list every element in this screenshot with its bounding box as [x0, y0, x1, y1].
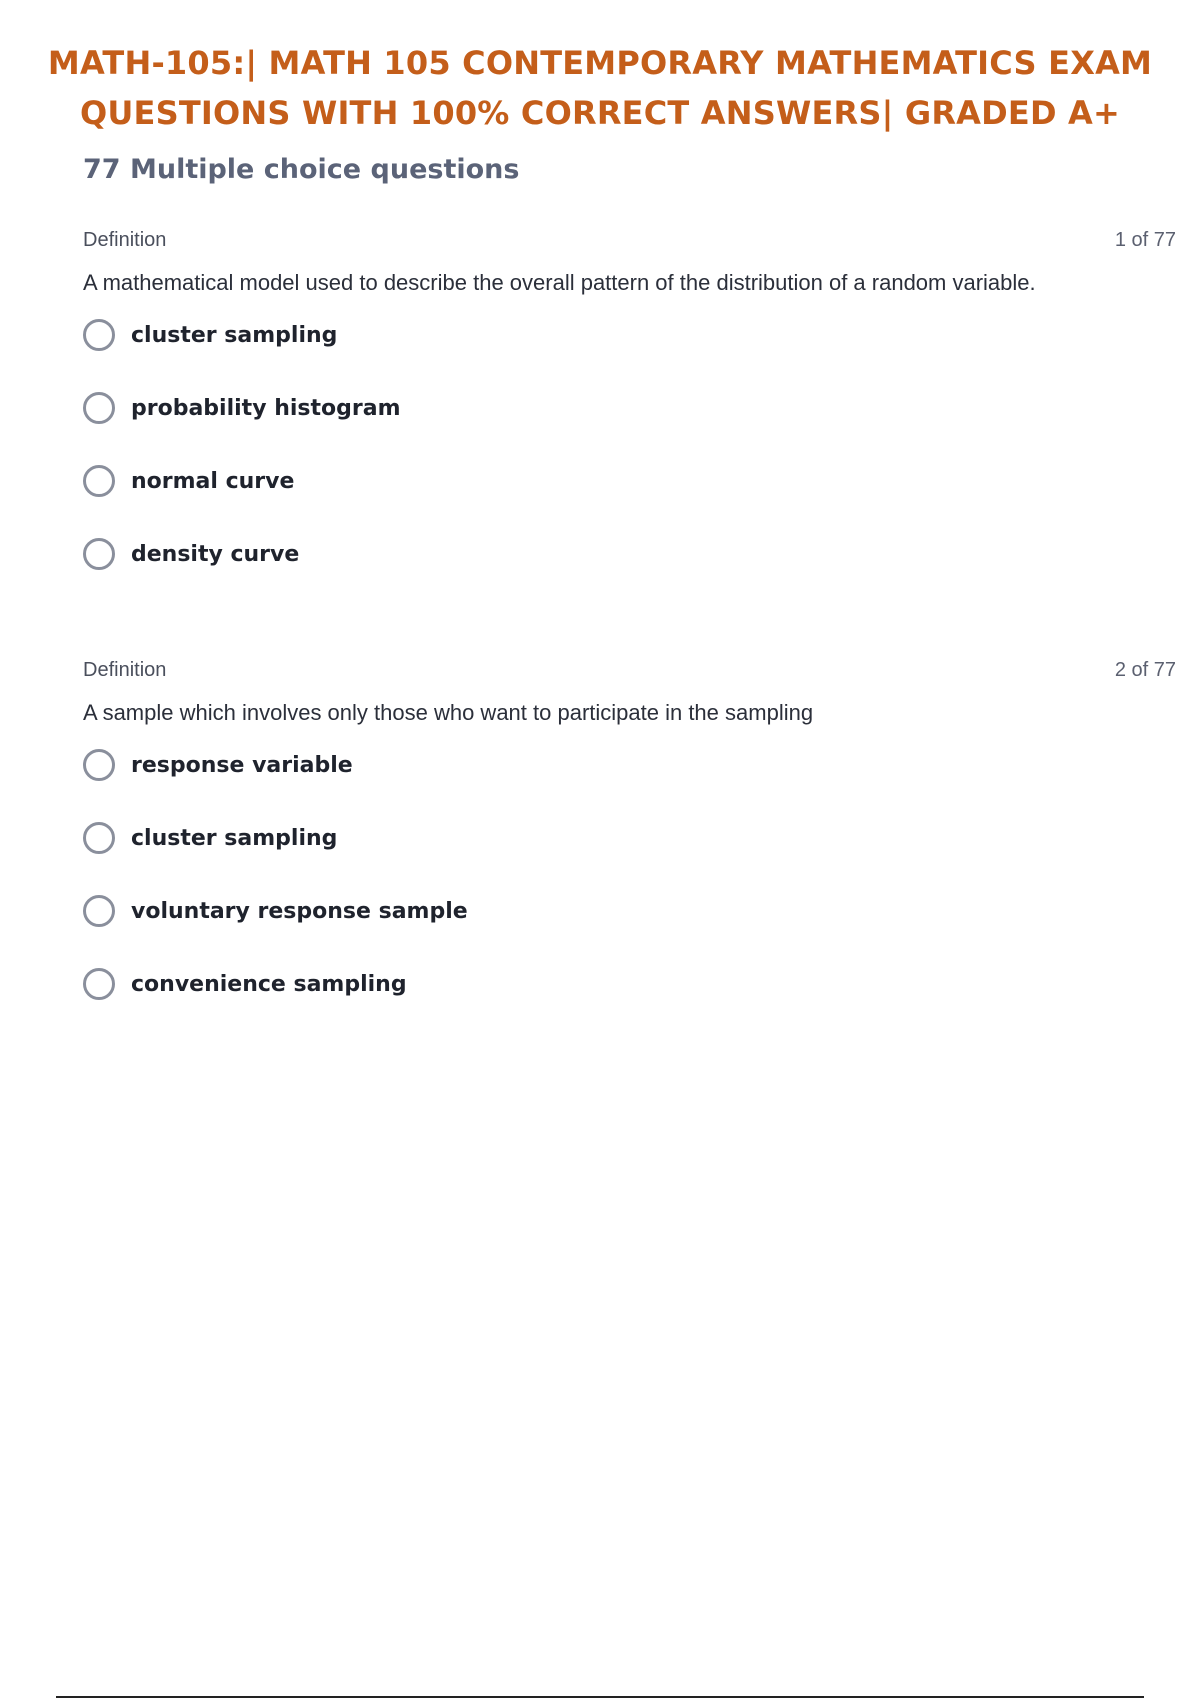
- question-text: A mathematical model used to describe the overall pattern of the distribution of a random variable.: [83, 270, 1036, 295]
- question-count-heading: 77 Multiple choice questions: [83, 154, 520, 185]
- question-type-label: Definition: [83, 229, 167, 251]
- question-card-1: [83, 225, 1176, 609]
- answer-option-label[interactable]: convenience sampling: [131, 972, 407, 997]
- question-counter: 2 of 77: [1114, 659, 1176, 681]
- answer-option[interactable]: [83, 893, 1176, 933]
- answer-option-label[interactable]: cluster sampling: [131, 323, 338, 348]
- question-card-2: [83, 655, 1176, 1039]
- answer-option-label[interactable]: voluntary response sample: [131, 899, 468, 924]
- document-title: MATH-105:| MATH 105 CONTEMPORARY MATHEMATICS EXAM QUESTIONS WITH 100% CORRECT ANSWERS| GRADED A+: [47, 44, 1153, 132]
- question-text: A sample which involves only those who want to participate in the sampling: [83, 700, 814, 725]
- radio-button-icon[interactable]: [83, 895, 115, 927]
- answer-options: [83, 747, 1176, 1006]
- answer-option[interactable]: [83, 390, 1176, 430]
- radio-button-icon[interactable]: [83, 465, 115, 497]
- radio-button-icon[interactable]: [83, 822, 115, 854]
- answer-option-label[interactable]: density curve: [131, 542, 300, 567]
- answer-option-label[interactable]: response variable: [131, 753, 353, 778]
- question-header: [83, 655, 1176, 685]
- radio-button-icon[interactable]: [83, 968, 115, 1000]
- answer-option[interactable]: [83, 747, 1176, 787]
- question-counter: 1 of 77: [1114, 229, 1176, 251]
- answer-option[interactable]: [83, 966, 1176, 1006]
- radio-button-icon[interactable]: [83, 319, 115, 351]
- question-type-label: Definition: [83, 659, 167, 681]
- radio-button-icon[interactable]: [83, 749, 115, 781]
- answer-option-label[interactable]: cluster sampling: [131, 826, 338, 851]
- answer-option[interactable]: [83, 463, 1176, 503]
- answer-option-label[interactable]: probability histogram: [131, 396, 401, 421]
- radio-button-icon[interactable]: [83, 538, 115, 570]
- question-header: [83, 225, 1176, 255]
- answer-option[interactable]: [83, 536, 1176, 576]
- radio-button-icon[interactable]: [83, 392, 115, 424]
- answer-options: [83, 317, 1176, 576]
- answer-option-label[interactable]: normal curve: [131, 469, 295, 494]
- answer-option[interactable]: [83, 820, 1176, 860]
- footer-divider: [56, 1696, 1144, 1698]
- answer-option[interactable]: [83, 317, 1176, 357]
